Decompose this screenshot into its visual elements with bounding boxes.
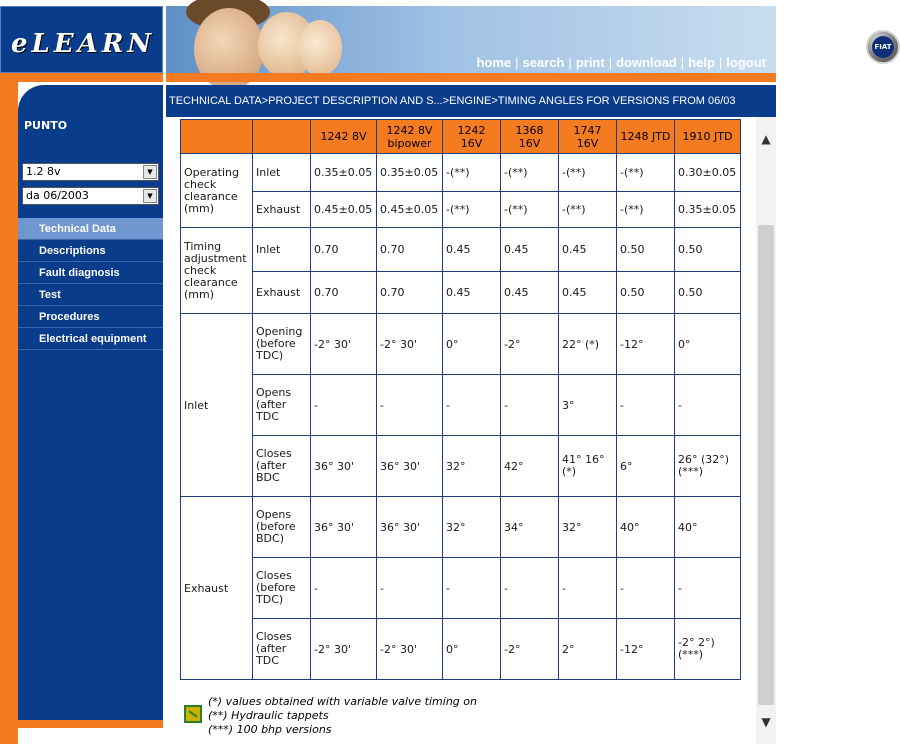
- column-header: 1242 8V bipower: [377, 120, 443, 154]
- table-cell: 0.70: [377, 228, 443, 272]
- chevron-down-icon[interactable]: ▼: [143, 165, 157, 179]
- row-label: Closes (before TDC): [253, 558, 311, 619]
- table-cell: -: [443, 375, 501, 436]
- footnote: (**) Hydraulic tappets: [208, 709, 329, 722]
- footnotes: [208, 695, 477, 737]
- table-cell: 0.45: [443, 272, 501, 314]
- table-cell: -2° 30': [377, 314, 443, 375]
- table-row: [181, 497, 741, 558]
- top-navigation: [476, 55, 766, 70]
- table-cell: -(**): [617, 154, 675, 192]
- table-cell: 32°: [443, 497, 501, 558]
- vertical-scrollbar[interactable]: [756, 117, 776, 744]
- nav-separator: |: [568, 55, 572, 70]
- row-label: Inlet: [253, 228, 311, 272]
- footnote: (***) 100 bhp versions: [208, 723, 332, 736]
- table-cell: 34°: [501, 497, 559, 558]
- table-cell: -(**): [501, 192, 559, 228]
- model-title: PUNTO: [24, 119, 68, 132]
- sidebar-menu: [18, 218, 163, 350]
- table-cell: -: [559, 558, 617, 619]
- sidebar: [18, 117, 163, 720]
- table-cell: -2° 30': [311, 619, 377, 680]
- table-cell: -2° 2°) (***): [675, 619, 741, 680]
- table-row: [181, 558, 741, 619]
- row-group-label: Operating check clearance (mm): [181, 154, 253, 228]
- table-cell: 0°: [675, 314, 741, 375]
- table-cell: -(**): [559, 154, 617, 192]
- table-cell: -: [675, 558, 741, 619]
- table-cell: -: [311, 558, 377, 619]
- table-cell: -(**): [443, 192, 501, 228]
- row-label: Exhaust: [253, 192, 311, 228]
- column-header: 1248 JTD: [617, 120, 675, 154]
- table-cell: 0.45: [443, 228, 501, 272]
- table-cell: -12°: [617, 619, 675, 680]
- sidebar-item-fault-diagnosis[interactable]: Fault diagnosis: [18, 262, 163, 284]
- table-cell: 0.45±0.05: [377, 192, 443, 228]
- table-cell: -2° 30': [311, 314, 377, 375]
- table-cell: -12°: [617, 314, 675, 375]
- engine-select-value: 1.2 8v: [26, 165, 61, 178]
- row-label: Opening (before TDC): [253, 314, 311, 375]
- scroll-up-icon[interactable]: ▲: [761, 132, 771, 146]
- table-cell: 40°: [675, 497, 741, 558]
- engine-select[interactable]: [22, 163, 159, 181]
- timing-angles-table: [180, 119, 741, 680]
- nav-search-link[interactable]: search: [522, 55, 565, 70]
- table-row: [181, 272, 741, 314]
- footnote: (*) values obtained with variable valve timing on: [208, 695, 477, 708]
- table-cell: -(**): [443, 154, 501, 192]
- table-cell: 36° 30': [311, 436, 377, 497]
- orange-divider: [0, 73, 163, 82]
- table-cell: 0°: [443, 314, 501, 375]
- sidebar-item-electrical-equipment[interactable]: Electrical equipment: [18, 328, 163, 350]
- table-header-row: [181, 120, 741, 154]
- column-header: 1242 8V: [311, 120, 377, 154]
- table-cell: 40°: [617, 497, 675, 558]
- table-cell: -(**): [617, 192, 675, 228]
- table-cell: -: [377, 375, 443, 436]
- table-cell: 0.45±0.05: [311, 192, 377, 228]
- table-row: [181, 375, 741, 436]
- table-cell: -: [501, 558, 559, 619]
- table-cell: -: [311, 375, 377, 436]
- sidebar-item-descriptions[interactable]: Descriptions: [18, 240, 163, 262]
- orange-left-rail: [0, 82, 18, 744]
- table-cell: -2°: [501, 314, 559, 375]
- table-cell: 0.45: [501, 272, 559, 314]
- table-cell: -(**): [559, 192, 617, 228]
- table-cell: -2° 30': [377, 619, 443, 680]
- table-row: [181, 436, 741, 497]
- table-cell: -: [501, 375, 559, 436]
- table-row: [181, 154, 741, 192]
- row-label: Inlet: [253, 154, 311, 192]
- table-row: [181, 619, 741, 680]
- table-cell: 0.35±0.05: [675, 192, 741, 228]
- table-cell: 32°: [443, 436, 501, 497]
- elearn-logo: eLEARN: [11, 29, 156, 59]
- nav-separator: |: [718, 55, 723, 70]
- table-cell: 36° 30': [311, 497, 377, 558]
- table-cell: 3°: [559, 375, 617, 436]
- table-cell: -(**): [501, 154, 559, 192]
- date-select[interactable]: [22, 187, 159, 205]
- header-empty-cell: [181, 120, 253, 154]
- table-row: [181, 192, 741, 228]
- orange-divider: [18, 720, 163, 728]
- orange-divider: [166, 73, 776, 82]
- nav-separator: |: [515, 55, 519, 70]
- table-cell: 0.50: [675, 272, 741, 314]
- table-cell: 0.30±0.05: [675, 154, 741, 192]
- table-cell: 41° 16°(*): [559, 436, 617, 497]
- table-cell: 2°: [559, 619, 617, 680]
- date-select-value: da 06/2003: [26, 189, 89, 202]
- breadcrumb: TECHNICAL DATA>PROJECT DESCRIPTION AND S...>ENGINE>TIMING ANGLES FOR VERSIONS FROM 06/03: [166, 85, 776, 117]
- table-cell: 0.35±0.05: [311, 154, 377, 192]
- table-cell: 0.45: [559, 228, 617, 272]
- table-cell: -: [617, 558, 675, 619]
- table-cell: 0.70: [377, 272, 443, 314]
- table-cell: 22° (*): [559, 314, 617, 375]
- table-cell: 36° 30': [377, 436, 443, 497]
- row-label: Opens (before BDC): [253, 497, 311, 558]
- scroll-down-icon[interactable]: ▼: [761, 715, 771, 729]
- table-cell: -: [443, 558, 501, 619]
- table-cell: 0.50: [617, 228, 675, 272]
- row-label: Closes (after BDC: [253, 436, 311, 497]
- breadcrumb-corner: [18, 85, 163, 117]
- table-cell: 0.50: [675, 228, 741, 272]
- sidebar-item-test[interactable]: Test: [18, 284, 163, 306]
- row-label: Opens (after TDC: [253, 375, 311, 436]
- table-cell: -2°: [501, 619, 559, 680]
- nav-separator: |: [680, 55, 685, 70]
- nav-separator: |: [608, 55, 613, 70]
- table-cell: 26° (32°) (***): [675, 436, 741, 497]
- nav-print-link[interactable]: print: [575, 55, 605, 70]
- note-icon: [184, 705, 202, 723]
- sidebar-item-technical-data[interactable]: Technical Data: [18, 218, 163, 240]
- nav-download-link[interactable]: download: [616, 55, 677, 70]
- row-group-label: Exhaust: [181, 497, 253, 680]
- column-header: 1242 16V: [443, 120, 501, 154]
- table-cell: 36° 30': [377, 497, 443, 558]
- table-row: [181, 314, 741, 375]
- table-cell: 42°: [501, 436, 559, 497]
- table-cell: 6°: [617, 436, 675, 497]
- column-header: 1747 16V: [559, 120, 617, 154]
- table-cell: -: [617, 375, 675, 436]
- table-cell: 0.50: [617, 272, 675, 314]
- nav-home-link[interactable]: home: [476, 55, 512, 70]
- banner-face: [298, 20, 342, 76]
- table-cell: -: [377, 558, 443, 619]
- nav-logout-link[interactable]: logout: [726, 55, 766, 70]
- row-label: Exhaust: [253, 272, 311, 314]
- column-header: 1368 16V: [501, 120, 559, 154]
- nav-help-link[interactable]: help: [688, 55, 715, 70]
- header-empty-cell: [253, 120, 311, 154]
- column-header: 1910 JTD: [675, 120, 741, 154]
- table-cell: 0.70: [311, 228, 377, 272]
- table-cell: -: [675, 375, 741, 436]
- table-cell: 32°: [559, 497, 617, 558]
- fiat-logo-text: FIAT: [872, 36, 894, 58]
- table-cell: 0.45: [559, 272, 617, 314]
- table-cell: 0.35±0.05: [377, 154, 443, 192]
- sidebar-item-procedures[interactable]: Procedures: [18, 306, 163, 328]
- row-group-label: Timing adjustment check clearance (mm): [181, 228, 253, 314]
- row-label: Closes (after TDC: [253, 619, 311, 680]
- row-group-label: Inlet: [181, 314, 253, 497]
- table-cell: 0.70: [311, 272, 377, 314]
- chevron-down-icon[interactable]: ▼: [143, 189, 157, 203]
- logo-area: [0, 6, 163, 73]
- table-cell: 0.45: [501, 228, 559, 272]
- table-cell: 0°: [443, 619, 501, 680]
- content-area: [166, 117, 756, 744]
- table-row: [181, 228, 741, 272]
- scrollbar-thumb[interactable]: [758, 225, 774, 705]
- fiat-logo-icon: [866, 30, 900, 64]
